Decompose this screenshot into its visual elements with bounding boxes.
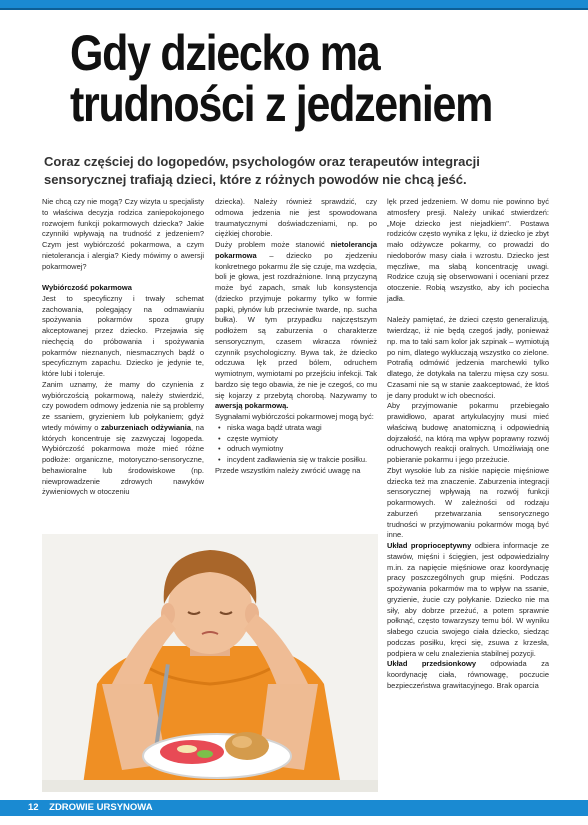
paragraph: dziecka). Należy również sprawdzić, czy odmowa jedzenia nie jest spowodowana traumatycznymi doświadczeniami, np. po ciężkiej chorobie. — [215, 197, 377, 239]
top-accent-line — [0, 8, 588, 10]
photo-boy-with-plate — [42, 534, 378, 792]
article-lead: Coraz częściej do logopedów, psychologów oraz terapeutów integracji sensorycznej trafiają dzieci, które z różnych powodów nie chcą jeść. — [44, 154, 480, 187]
paragraph: Aby przyjmowanie pokarmu przebiegało prawidłowo, aparat artykulacyjny musi mieć właściwą budowę anatomiczną i odpowiednią dojrzałość, na którą ma wpływ poprawny rozwój odruchowych reakcji oralnych. Umożliwiają one pobieranie pokarmu i jego przeżucie. — [387, 401, 549, 464]
paragraph: Sygnałami wybiórczości pokarmowej mogą być: — [215, 412, 374, 421]
bold-term: Układ proprioceptywny — [387, 541, 472, 550]
list-item: • niska waga bądź utrata wagi — [227, 423, 377, 434]
title-line-1: Gdy dziecko ma — [70, 25, 380, 81]
title-line-2: trudności z jedzeniem — [70, 76, 493, 132]
paragraph: lęk przed jedzeniem. W domu nie powinno być atmosfery presji. Należy unikać stwierdzeń: „Moje dziecko jest niejadkiem". Postawa rodziców często wynika z lęku, iż dziecko je zbyt mało odżywcze pokarmy, co prowadzi do niedoborów masy ciała i wzrostu. Dziecko jest męczliwe, ma słabą koncentrację uwagi. Rodzice czują się obserwowani i oceniani przez otoczenie. Robią wszystko, aby ich pociecha jadła. — [387, 197, 549, 303]
page-number: 12 — [28, 802, 39, 813]
bold-term: awersją pokarmową. — [215, 401, 289, 411]
text-run: Zanim uznamy, że mamy do czynienia z wybiórczością pokarmową, należy stwierdzić, czy powodem odmowy jedzenia nie są problemy ze ssaniem, gryzieniem lub połykaniem; gdyż wtedy mówimy o — [42, 379, 204, 432]
text-run: – dziecko po zjedzeniu konkretnego pokarmu źle się czuje, ma wzdęcia, boli je głowa, jest rozdrażnione. Inną przyczyną może być zapach, smak lub konsystencja (dziecko przyjmuje pokarmy tylko w formie papki, płynów lub przeciwnie twarde, np. sucha bułka). W tym przypadku najczęstszym podłożem są zaburzenia o charakterze sensorycznym, czasem wkracza również czynnik psychologiczny. Bywa tak, że dziecko odczuwa lęk przed bólem, odruchem wymiotnym, wymiotami po przejściu infekcji. Tak bardzo się tego obawia, że nie je czegoś, co mu się kojarzy z przebytą chorobą. Nazywamy to — [215, 250, 377, 400]
list-item: • częste wymioty — [227, 434, 377, 445]
text-run: , na których koncentruje się zazwyczaj logopeda. Wybiórczość pokarmowa może mieć różne podłoże: organiczne, motoryczno-sensoryczne, behawioralne lub środowiskowe (np. niewprowadzenie zdrowych nawyków żywieniowych w otoczeniu — [42, 422, 204, 497]
bold-term: nietolerancja pokarmowa — [215, 240, 377, 260]
text-run: Duży problem może stanowić — [215, 240, 331, 249]
list-item: • odruch wymiotny — [227, 444, 377, 455]
magazine-name: ZDROWIE URSYNOWA — [49, 802, 153, 813]
paragraph — [387, 659, 549, 691]
text-column-2 — [215, 197, 377, 477]
text-run: odpowiada za koordynację ciała, równowagę, poczucie bezpieczeństwa grawitacyjnego. Brak oparcia — [387, 659, 549, 690]
paragraph: Zbyt wysokie lub za niskie napięcie mięśniowe dziecka też ma znaczenie. Zaburzenia integracji sensorycznej wpływają na rozwój funkcji pokarmowych. W zależności od rodzaju zaburzeń przetwarzania sensorycznego trudności w przyjmowaniu pokarmów mogą być inne. — [387, 465, 549, 540]
paragraph — [42, 380, 204, 498]
bold-term: Układ przedsionkowy — [387, 659, 476, 669]
paragraph — [215, 240, 377, 412]
section-subheading: Wybiórczość pokarmowa — [42, 283, 132, 292]
paragraph: Należy pamiętać, że dzieci często generalizują, twierdząc, iż nie będą czegoś jadły, ponieważ np. ma to taki sam kolor jak szpinak – wymiotują po nim, dlatego wykluczają wszystko co zielone. Potrafią odmówić jedzenia marchewki tylko dlatego, że dotykała na talerzu mięsa czy sosu. Czasami nie są w stanie zaakceptować, że ktoś je dany produkt w ich obecności. — [387, 315, 549, 400]
photo-illustration — [42, 534, 378, 792]
text-run: odbiera informacje ze stawów, mięśni i ścięgien, jest odpowiedzialny m.in. za napięcie mięśniowe oraz koordynację pracy poszczególnych grup mięśni. Podczas spożywania pokarmów ma to wpływ na ssanie, gryzienie, żucie czy połykanie. Dziecko nie ma siły, aby dobrze przeżuć, a potem sprawnie połknąć, często towarzyszy temu ból. W wyniku słabego czucia swojego ciała dziecko, siedząc podczas posiłku, kręci się, zsuwa z krzesła, podpiera w celu znalezienia stabilnej pozycji. — [387, 541, 549, 658]
text-column-3 — [387, 197, 549, 692]
paragraph: Jest to specyficzny i trwały schemat zachowania, polegający na odmawianiu spożywania pokarmów spoza grupy akceptowanej przez dziecko. Przejawia się niechęcią do próbowania i spożywania pokarmów nieznanych, niesmacznych bądź o specyficznym zapachu. Dziecko je jedynie te, które lubi i toleruje. — [42, 293, 204, 378]
paragraph: Przede wszystkim należy zwrócić uwagę na — [215, 465, 361, 475]
list-item: • incydent zadławienia się w trakcie posiłku. — [227, 455, 377, 466]
text-column-1 — [42, 197, 204, 498]
footer — [28, 801, 153, 815]
bold-term: zaburzeniach odżywiania — [100, 422, 192, 432]
article-title — [70, 25, 500, 132]
symptom-list — [215, 423, 377, 466]
top-accent-bar — [0, 0, 588, 8]
paragraph — [387, 541, 549, 659]
paragraph: Nie chcą czy nie mogą? Czy wizyta u specjalisty to właściwa decyzja rodzica zaniepokojonego rozwojem funkcji pokarmowych dziecka? Jakie czynniki wpływają na trudność z jedzeniem? Czym jest wybiórczość pokarmowa, a czym nietolerancja i alergia? Kiedy mówimy o awersji pokarmowej? — [42, 197, 204, 271]
